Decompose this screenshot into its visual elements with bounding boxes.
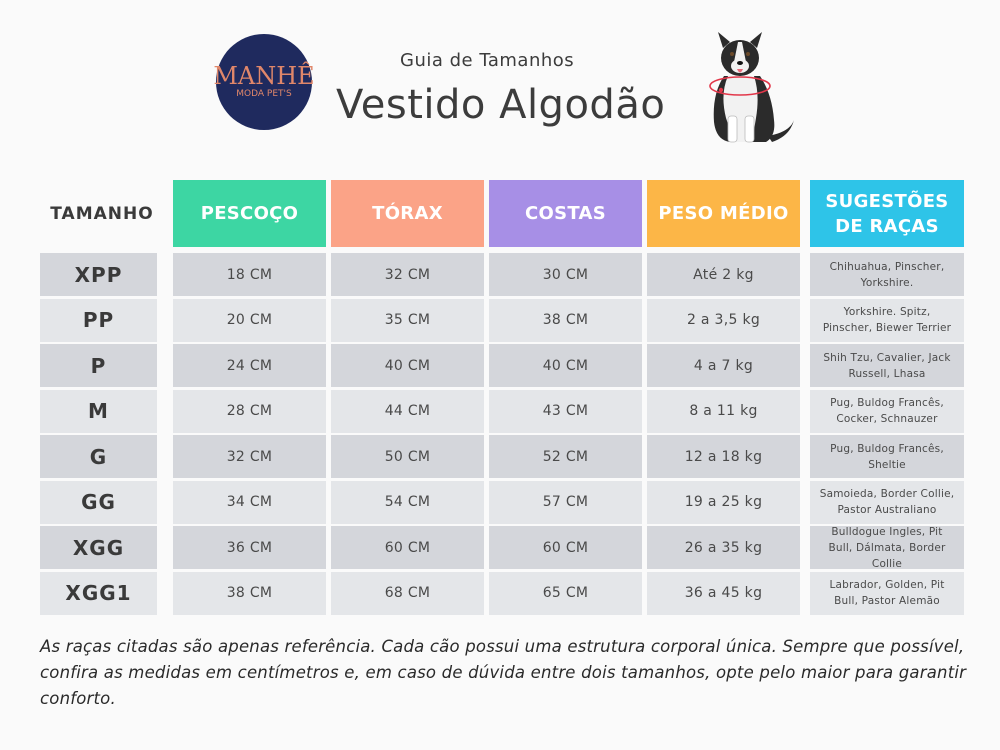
weight-column-header: PESO MÉDIO [647,180,800,247]
size-cell: M [40,390,157,433]
neck-column-header: PESCOÇO [173,180,326,247]
neck-cell: 20 CM [173,299,326,342]
weight-cell: 4 a 7 kg [647,344,800,387]
chest-cell: 35 CM [331,299,484,342]
back-cell: 30 CM [489,253,642,296]
size-cell: XGG [40,526,157,569]
breeds-cell: Pug, Buldog Francês, Cocker, Schnauzer [810,390,964,433]
brand-logo [213,34,315,130]
breeds-cell: Pug, Buldog Francês, Sheltie [810,435,964,478]
chest-cell: 54 CM [331,481,484,524]
chest-cell: 44 CM [331,390,484,433]
chest-cell: 32 CM [331,253,484,296]
weight-cell: 19 a 25 kg [647,481,800,524]
neck-cell: 38 CM [173,572,326,615]
back-cell: 40 CM [489,344,642,387]
back-column-header: COSTAS [489,180,642,247]
size-cell: PP [40,299,157,342]
back-cell: 65 CM [489,572,642,615]
weight-cell: 2 a 3,5 kg [647,299,800,342]
logo-main-text: MANHÊ [213,62,315,90]
size-cell: G [40,435,157,478]
breeds-cell: Samoieda, Border Collie, Pastor Australiano [810,481,964,524]
size-cell: GG [40,481,157,524]
neck-cell: 18 CM [173,253,326,296]
size-cell: P [40,344,157,387]
back-cell: 38 CM [489,299,642,342]
logo-sub-text: MODA PET'S [236,89,292,99]
weight-cell: Até 2 kg [647,253,800,296]
breeds-cell: Shih Tzu, Cavalier, Jack Russell, Lhasa [810,344,964,387]
page-subtitle: Guia de Tamanhos [400,50,575,71]
page-title: Vestido Algodão [336,82,666,128]
chest-cell: 60 CM [331,526,484,569]
neck-cell: 36 CM [173,526,326,569]
weight-cell: 8 a 11 kg [647,390,800,433]
breeds-cell: Labrador, Golden, Pit Bull, Pastor Alemão [810,572,964,615]
chest-column-header: TÓRAX [331,180,484,247]
breeds-cell: Chihuahua, Pinscher, Yorkshire. [810,253,964,296]
disclaimer-text: As raças citadas são apenas referência. Cada cão possui uma estrutura corporal única. Sempre que possível, confira as medidas em centímetros e, em caso de dúvida entre dois tamanhos, opte pelo maior para garantir conforto. [40,637,967,708]
back-cell: 57 CM [489,481,642,524]
chest-cell: 50 CM [331,435,484,478]
neck-cell: 34 CM [173,481,326,524]
breeds-cell: Bulldogue Ingles, Pit Bull, Dálmata, Border Collie [810,526,964,569]
weight-cell: 12 a 18 kg [647,435,800,478]
chest-cell: 68 CM [331,572,484,615]
neck-cell: 28 CM [173,390,326,433]
chest-cell: 40 CM [331,344,484,387]
weight-cell: 26 a 35 kg [647,526,800,569]
neck-cell: 32 CM [173,435,326,478]
back-cell: 60 CM [489,526,642,569]
size-cell: XGG1 [40,572,157,615]
weight-cell: 36 a 45 kg [647,572,800,615]
back-cell: 52 CM [489,435,642,478]
back-cell: 43 CM [489,390,642,433]
breeds-cell: Yorkshire. Spitz, Pinscher, Biewer Terrier [810,299,964,342]
breeds-column-header: SUGESTÕES DE RAÇAS [810,180,964,247]
size-cell: XPP [40,253,157,296]
size-column-header: TAMANHO [50,203,154,224]
border-collie-dog-icon [690,24,800,148]
neck-cell: 24 CM [173,344,326,387]
